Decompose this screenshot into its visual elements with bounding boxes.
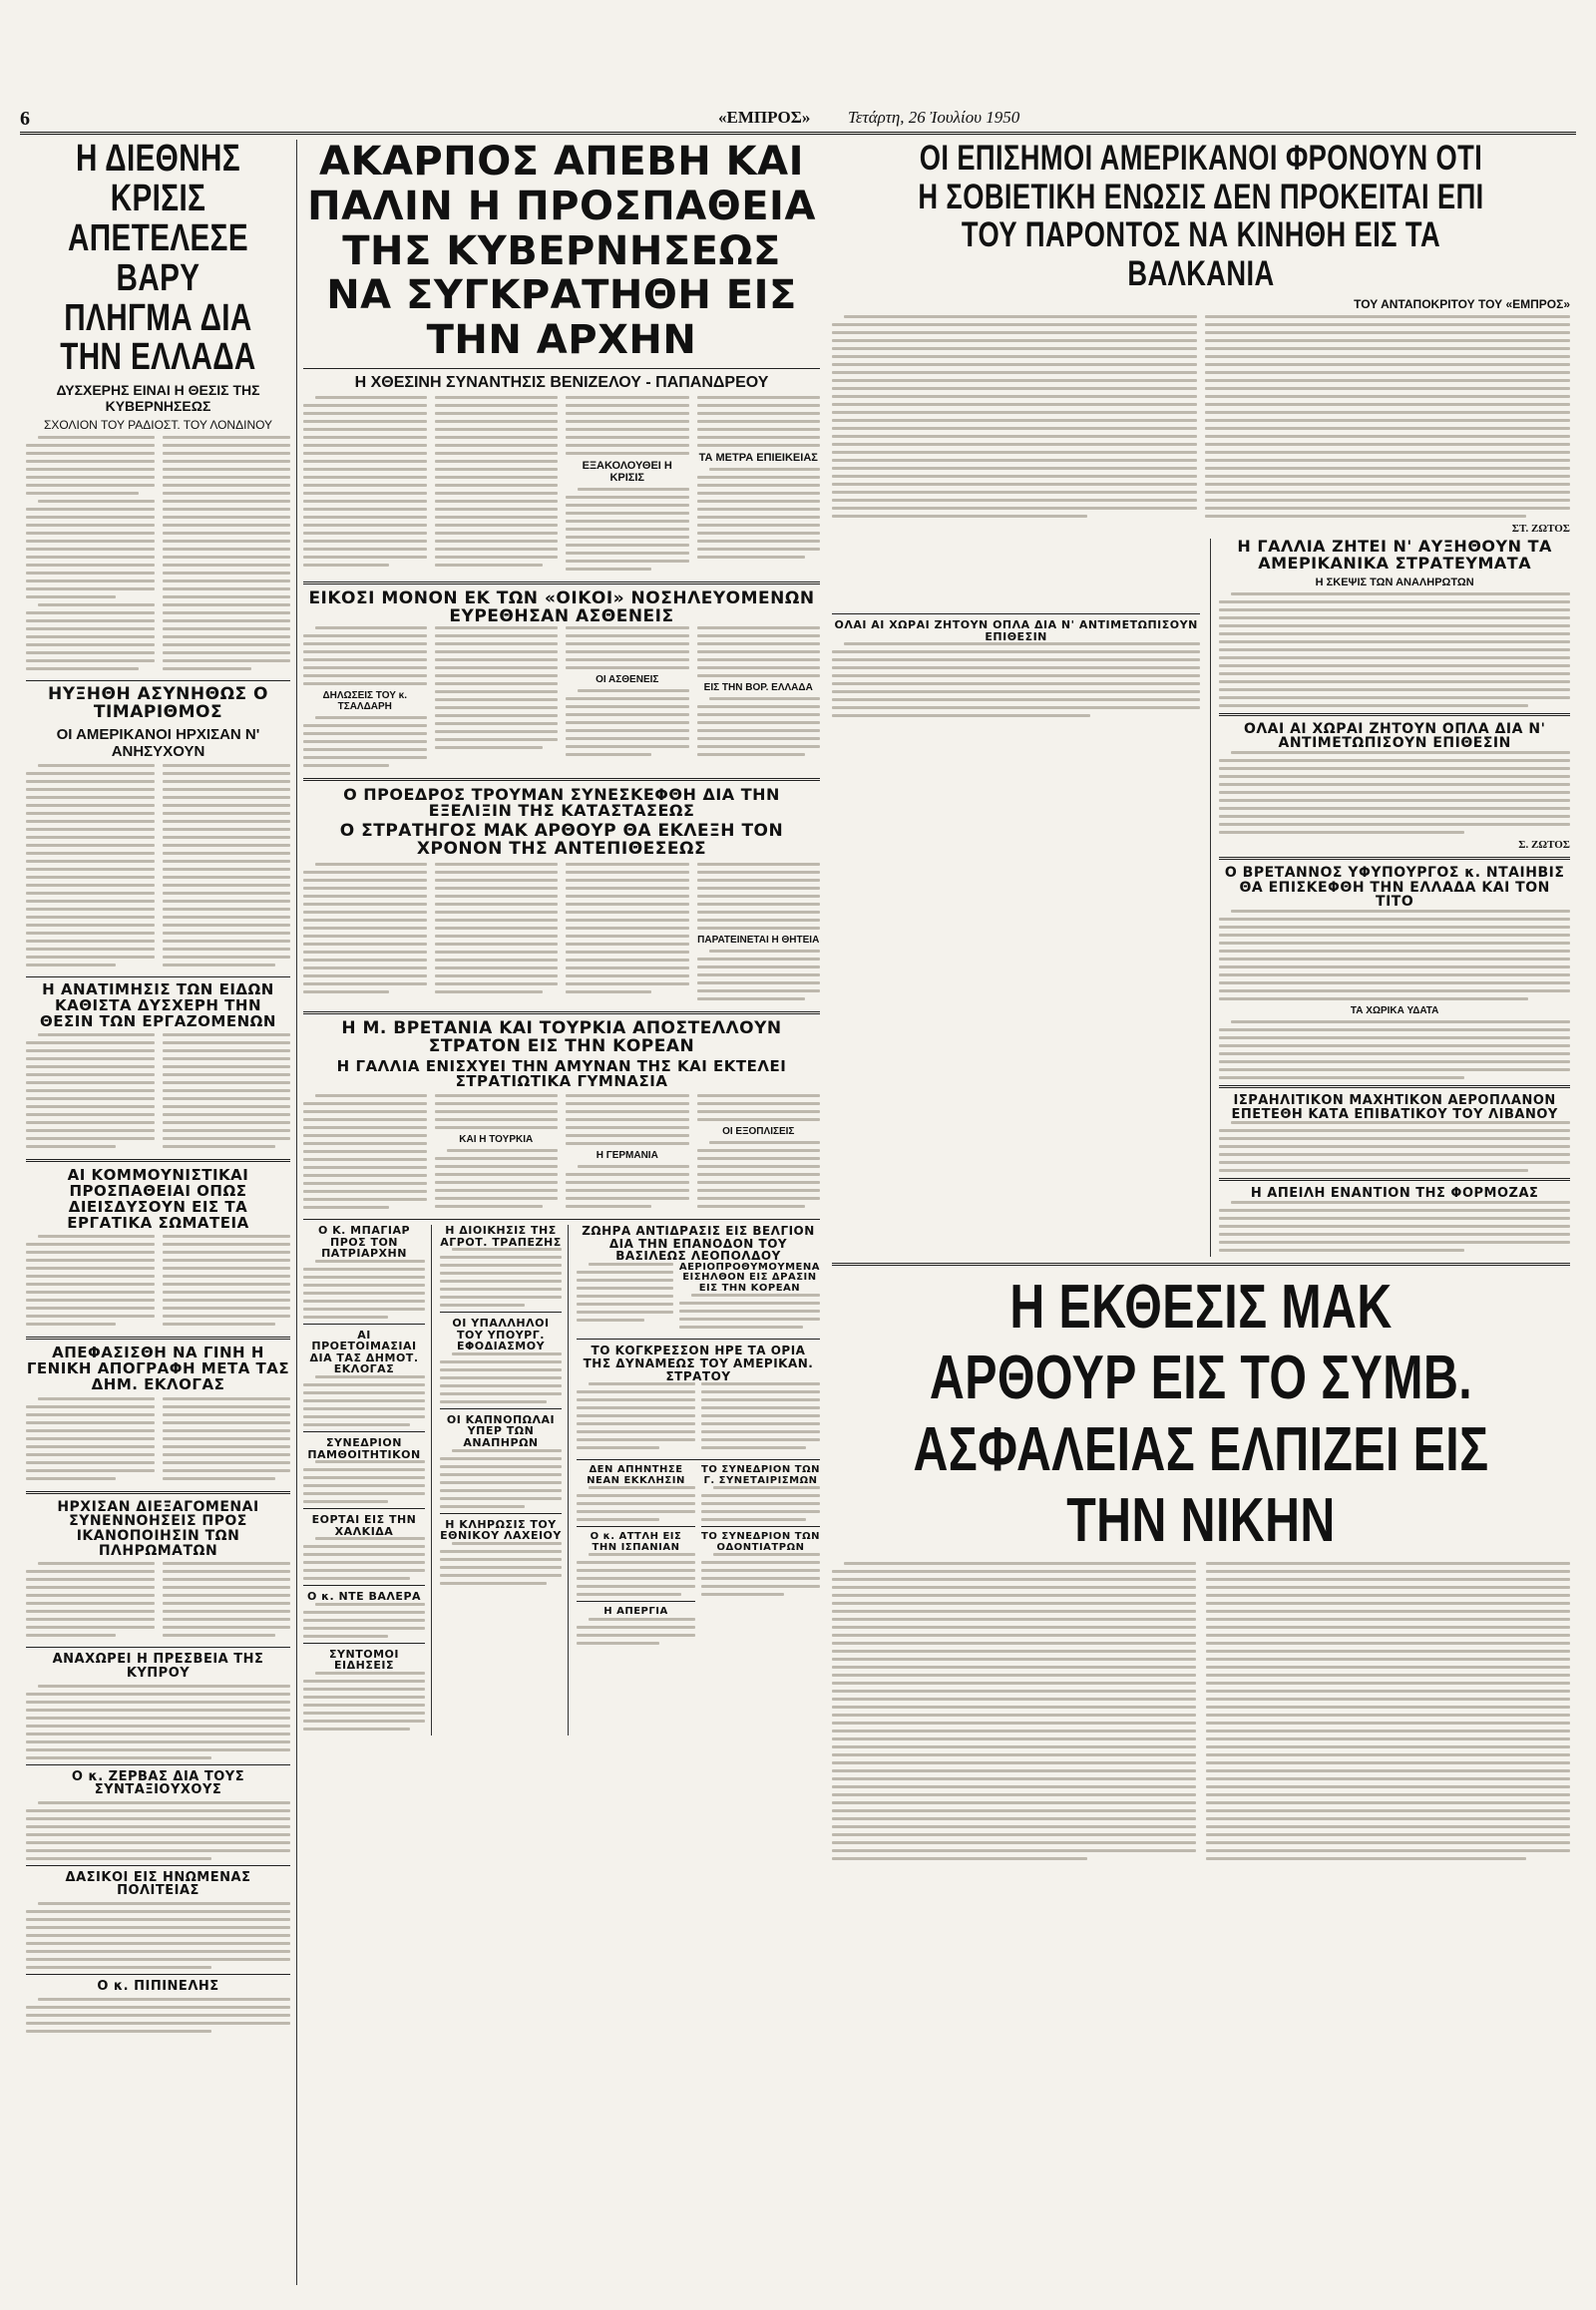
article-body [26, 764, 290, 971]
inline-thiteia: ΠΑΡΑΤΕΙΝΕΤΑΙ Η ΘΗΤΕΙΑ [697, 934, 820, 946]
column-left [20, 140, 297, 2285]
headline-olai-chorai-ext: ΟΛΑΙ ΑΙ ΧΩΡΑΙ ΖΗΤΟΥΝ ΟΠΛΑ ΔΙΑ Ν' ΑΝΤΙΜΕΤΩΠΙΣΟΥΝ ΕΠΙΘΕΣΙΝ [834, 618, 1198, 643]
column-center [297, 140, 826, 2285]
headline-sovietiki: ΟΙ ΕΠΙΣΗΜΟΙ ΑΜΕΡΙΚΑΝΟΙ ΦΡΟΝΟΥΝ ΟΤΙ Η ΣΟΒΙΕΤΙΚΗ ΕΝΩΣΙΣ ΔΕΝ ΠΡΟΚΕΙΤΑΙ ΕΠΙ ΤΟΥ ΠΑΡΟΝΤΟΣ ΝΑ ΚΙΝΗΘΗ ΕΙΣ ΤΑ ΒΑΛΚΑΝΙΑ [918, 140, 1484, 293]
headline-den-apantise: ΔΕΝ ΑΠΗΝΤΗΣΕ ΝΕΑΝ ΕΚΚΛΗΣΙΝ [587, 1464, 685, 1486]
masthead [20, 108, 1576, 135]
headline-bretannos: Ο ΒΡΕΤΑΝΝΟΣ ΥΦΥΠΟΥΡΓΟΣ κ. ΝΤΑΙΗΒΙΣ ΘΑ ΕΠΙΣΚΕΦΘΗ ΤΗΝ ΕΛΛΑΔΑ ΚΑΙ ΤΟΝ ΤΙΤΟ [1224, 864, 1565, 911]
subheadline-analirotoi: Η ΣΚΕΨΙΣ ΤΩΝ ΑΝΑΛΗΡΩΤΩΝ [1315, 576, 1474, 588]
article-body [303, 626, 820, 772]
inline-exakolouthei: ΕΞΑΚΟΛΟΥΘΕΙ Η ΚΡΙΣΙΣ [582, 459, 672, 484]
headline-synedrion: ΣΥΝΕΔΡΙΟΝ ΠΑΜΘΟΙΤΗΤΙΚΟΝ [307, 1435, 421, 1461]
article-body [303, 1094, 820, 1214]
headline-pipinelis: Ο κ. ΠΙΠΙΝΕΛΗΣ [97, 1979, 219, 1995]
column-right [826, 140, 1576, 2285]
headline-israilitikon: ΙΣΡΑΗΛΙΤΙΚΟΝ ΜΑΧΗΤΙΚΟΝ ΑΕΡΟΠΛΑΝΟΝ ΕΠΕΤΕΘΗ ΚΑΤΑ ΕΠΙΒΑΤΙΚΟΥ ΤΟΥ ΛΙΒΑΝΟΥ [1231, 1093, 1558, 1122]
article-body [303, 863, 820, 1005]
inline-tsaldaris: ΔΗΛΩΣΕΙΣ ΤΟΥ κ. ΤΣΑΛΔΑΡΗ [322, 689, 408, 712]
headline-dasikoi: ΔΑΣΙΚΟΙ ΕΙΣ ΗΝΩΜΕΝΑΣ ΠΟΛΙΤΕΙΑΣ [65, 1869, 251, 1899]
article-body [26, 1235, 290, 1331]
signature-zotos: ΣΤ. ΖΩΤΟΣ [1511, 523, 1570, 535]
headline-odontiatroi: ΤΟ ΣΥΝΕΔΡΙΟΝ ΤΩΝ ΟΔΟΝΤΙΑΤΡΩΝ [701, 1531, 820, 1553]
headline-syntomoi: ΣΥΝΤΟΜΟΙ ΕΙΔΗΣΕΙΣ [329, 1647, 399, 1673]
article-body [303, 396, 820, 576]
big-headline: ΑΚΑΡΠΟΣ ΑΠΕΒΗ ΚΑΙ ΠΑΛΙΝ Η ΠΡΟΣΠΑΘΕΙΑ ΤΗΣ ΚΥΒΕΡΝΗΣΕΩΣ ΝΑ ΣΥΓΚΡΑΤΗΘΗ ΕΙΣ ΤΗΝ ΑΡΧΗΝ [307, 140, 816, 364]
main-headline: Η ΔΙΕΘΝΗΣ ΚΡΙΣΙΣ ΑΠΕΤΕΛΕΣΕ ΒΑΡΥ ΠΛΗΓΜΑ ΔΙΑ ΤΗΝ ΕΛΛΑΔΑ [60, 140, 256, 379]
issue-date: Τετάρτη, 26 Ἰουλίου 1950 [848, 108, 1020, 127]
inline-germania: Η ΓΕΡΜΑΝΙΑ [596, 1150, 658, 1162]
page-number: 6 [20, 108, 30, 130]
headline-zervas: Ο κ. ΖΕΡΒΑΣ ΔΙΑ ΤΟΥΣ ΣΥΝΤΑΞΙΟΥΧΟΥΣ [71, 1768, 245, 1798]
headline-diaxirisis: Η ΔΙΟΙΚΗΣΙΣ ΤΗΣ ΑΓΡΟΤ. ΤΡΑΠΕΖΗΣ [440, 1224, 562, 1249]
paper-name: «ΕΜΠΡΟΣ» [718, 108, 811, 127]
signature-zotos-2: Σ. ΖΩΤΟΣ [1518, 838, 1570, 851]
inline-vor-ellada: ΕΙΣ ΤΗΝ ΒΟΡ. ΕΛΛΑΔΑ [703, 681, 813, 693]
headline-mpagiar: Ο Κ. ΜΠΑΓΙΑΡ ΠΡΟΣ ΤΟΝ ΠΑΤΡΙΑΡΧΗΝ [317, 1224, 411, 1261]
right-lower-grid [832, 539, 1570, 1257]
subheadline-makarthour: Ο ΣΤΡΑΤΗΓΟΣ ΜΑΚ ΑΡΘΟΥΡ ΘΑ ΕΚΛΕΞΗ ΤΟΝ ΧΡΟΝΟΝ ΤΗΣ ΑΝΤΕΠΙΘΕΣΕΩΣ [339, 821, 784, 860]
big-subheadline: Η ΧΘΕΣΙΝΗ ΣΥΝΑΝΤΗΣΙΣ ΒΕΝΙΖΕΛΟΥ - ΠΑΠΑΝΔΡΕΟΥ [354, 373, 769, 391]
inline-exoplismoi: ΟΙ ΕΞΟΠΛΙΣΕΙΣ [722, 1126, 795, 1138]
headline-aerio: ΑΕΡΙΟΠΡΟΘΥΜΟΥΜΕΝΑ ΕΙΣΗΛΘΟΝ ΕΙΣ ΔΡΑΣΙΝ ΕΙΣ ΤΗΝ ΚΟΡΕΑΝ [678, 1261, 820, 1294]
headline-bretania-tourkia: Η Μ. ΒΡΕΤΑΝΙΑ ΚΑΙ ΤΟΥΡΚΙΑ ΑΠΟΣΤΕΛΛΟΥΝ ΣΤΡΑΤΟΝ ΕΙΣ ΤΗΝ ΚΟΡΕΑΝ [341, 1017, 782, 1056]
article-body [26, 1397, 290, 1485]
headline-timarithmos: ΗΥΞΗΘΗ ΑΣΥΝΗΘΩΣ Ο ΤΙΜΑΡΙΘΜΟΣ [47, 684, 269, 723]
article-body [26, 1033, 290, 1153]
lower-center-block [303, 1225, 820, 1735]
headline-credit: ΤΟΥ ΑΝΤΑΠΟΚΡΙΤΟΥ ΤΟΥ «ΕΜΠΡΟΣ» [1354, 297, 1570, 311]
inline-metra: ΤΑ ΜΕΤΡΑ ΕΠΙΕΙΚΕΙΑΣ [698, 451, 818, 464]
headline-synetairismoi: ΤΟ ΣΥΝΕΔΡΙΟΝ ΤΩΝ Γ. ΣΥΝΕΤΑΙΡΙΣΜΩΝ [701, 1464, 820, 1486]
headline-olai-chorai: ΟΛΑΙ ΑΙ ΧΩΡΑΙ ΖΗΤΟΥΝ ΟΠΛΑ ΔΙΑ Ν' ΑΝΤΙΜΕΤΩΠΙΣΟΥΝ ΕΠΙΘΕΣΙΝ [1243, 720, 1546, 752]
headline-apografi: ΑΠΕΦΑΣΙΣΘΗ ΝΑ ΓΙΝΗ Η ΓΕΝΙΚΗ ΑΠΟΓΡΑΦΗ ΜΕΤΑ ΤΑΣ ΔΗΜ. ΕΚΛΟΓΑΣ [26, 1344, 290, 1393]
headline-ekthesis: Η ΕΚΘΕΣΙΣ ΜΑΚ ΑΡΘΟΥΡ ΕΙΣ ΤΟ ΣΥΜΒ. ΑΣΦΑΛΕΙΑΣ ΕΛΠΙΖΕΙ ΕΙΣ ΤΗΝ ΝΙΚΗΝ [913, 1272, 1489, 1555]
headline-kapnopolai: ΟΙ ΚΑΠΝΟΠΩΛΑΙ ΥΠΕΡ ΤΩΝ ΑΝΑΠΗΡΩΝ [446, 1412, 556, 1449]
inline-tourkia: ΚΑΙ Η ΤΟΥΡΚΙΑ [459, 1134, 534, 1146]
headline-klirosis: Η ΚΛΗΡΩΣΙΣ ΤΟΥ ΕΘΝΙΚΟΥ ΛΑΧΕΙΟΥ [440, 1517, 562, 1543]
headline-eikosi: ΕΙΚΟΣΙ ΜΟΝΟΝ ΕΚ ΤΩΝ «ΟΙΚΟΙ» ΝΟΣΗΛΕΥΟΜΕΝΩΝ ΕΥΡΕΘΗΣΑΝ ΑΣΘΕΝΕΙΣ [308, 587, 815, 626]
headline-synennoiseis: ΗΡΧΙΣΑΝ ΔΙΕΞΑΓΟΜΕΝΑΙ ΣΥΝΕΝΝΟΗΣΕΙΣ ΠΡΟΣ ΙΚΑΝΟΠΟΙΗΣΙΝ ΤΩΝ ΠΛΗΡΩΜΑΤΩΝ [57, 1498, 259, 1559]
article-body [26, 436, 290, 675]
headline-ypalliloi: ΟΙ ΥΠΑΛΛΗΛΟΙ ΤΟΥ ΥΠΟΥΡΓ. ΕΦΟΔΙΑΣΜΟΥ [452, 1317, 550, 1353]
headline-proetoimasiai: ΑΙ ΠΡΟΕΤΟΙΜΑΣΙΑΙ ΔΙΑ ΤΑΣ ΔΗΜΟΤ. ΕΚΛΟΓΑΣ [309, 1328, 419, 1376]
headline-gallia-zitei: Η ΓΑΛΛΙΑ ΖΗΤΕΙ Ν' ΑΥΞΗΘΟΥΝ ΤΑ ΑΜΕΡΙΚΑΝΙΚΑ ΣΤΡΑΤΕΥΜΑΤΑ [1237, 537, 1552, 573]
inline-chorika-ydata: ΤΑ ΧΩΡΙΚΑ ΥΔΑΤΑ [1350, 1005, 1439, 1017]
main-credit: ΣΧΟΛΙΟΝ ΤΟΥ ΡΑΔΙΟΣΤ. ΤΟΥ ΛΟΝΔΙΝΟΥ [43, 418, 273, 433]
headline-formoza: Η ΑΠΕΙΛΗ ΕΝΑΝΤΙΟΝ ΤΗΣ ΦΟΡΜΟΖΑΣ [1250, 1186, 1539, 1202]
subheadline-amerikanoi: ΟΙ ΑΜΕΡΙΚΑΝΟΙ ΗΡΧΙΣΑΝ Ν' ΑΝΗΣΥΧΟΥΝ [56, 726, 260, 761]
article-body [832, 315, 1570, 535]
headline-kypros: ΑΝΑΧΩΡΕΙ Η ΠΡΕΣΒΕΙΑ ΤΗΣ ΚΥΠΡΟΥ [52, 1652, 264, 1681]
headline-attli: Ο κ. ΑΤΤΛΗ ΕΙΣ ΤΗΝ ΙΣΠΑΝΙΑΝ [590, 1531, 682, 1553]
main-subheadline: ΔΥΣΧΕΡΗΣ ΕΙΝΑΙ Η ΘΕΣΙΣ ΤΗΣ ΚΥΒΕΡΝΗΣΕΩΣ [56, 382, 260, 415]
headline-eortai: ΕΟΡΤΑΙ ΕΙΣ ΤΗΝ ΧΑΛΚΙΔΑ [311, 1513, 417, 1538]
headline-kogkresson: ΤΟ ΚΟΓΚΡΕΣΣΟΝ ΗΡΕ ΤΑ ΟΡΙΑ ΤΗΣ ΔΥΝΑΜΕΩΣ ΤΟΥ ΑΜΕΡΙΚΑΝ. ΣΤΡΑΤΟΥ [583, 1344, 814, 1383]
subheadline-gallia: Η ΓΑΛΛΙΑ ΕΝΙΣΧΥΕΙ ΤΗΝ ΑΜΥΝΑΝ ΤΗΣ ΚΑΙ ΕΚΤΕΛΕΙ ΣΤΡΑΤΙΩΤΙΚΑ ΓΥΜΝΑΣΙΑ [336, 1056, 787, 1091]
article-body [832, 1562, 1570, 1865]
headline-kommounistikai: ΑΙ ΚΟΜΜΟΥΝΙΣΤΙΚΑΙ ΠΡΟΣΠΑΘΕΙΑΙ ΟΠΩΣ ΔΙΕΙΣΔΥΣΟΥΝ ΕΙΣ ΤΑ ΕΡΓΑΤΙΚΑ ΣΩΜΑΤΕΙΑ [67, 1166, 249, 1232]
article-body [26, 1562, 290, 1642]
headline-zoira: ΖΩΗΡΑ ΑΝΤΙΔΡΑΣΙΣ ΕΙΣ ΒΕΛΓΙΟΝ ΔΙΑ ΤΗΝ ΕΠΑΝΟΔΟΝ ΤΟΥ ΒΑΣΙΛΕΩΣ ΛΕΟΠΟΛΔΟΥ [582, 1224, 815, 1264]
headline-truman: Ο ΠΡΟΕΔΡΟΣ ΤΡΟΥΜΑΝ ΣΥΝΕΣΚΕΦΘΗ ΔΙΑ ΤΗΝ ΕΞΕΛΙΞΙΝ ΤΗΣ ΚΑΤΑΣΤΑΣΕΩΣ [343, 784, 780, 821]
headline-anatimisis: Η ΑΝΑΤΙΜΗΣΙΣ ΤΩΝ ΕΙΔΩΝ ΚΑΘΙΣΤΑ ΔΥΣΧΕΡΗ ΤΗΝ ΘΕΣΙΝ ΤΩΝ ΕΡΓΑΖΟΜΕΝΩΝ [40, 980, 276, 1030]
headline-apergia: Η ΑΠΕΡΓΙΑ [603, 1606, 668, 1618]
headline-valera: Ο κ. ΝΤΕ ΒΑΛΕΡΑ [306, 1590, 422, 1604]
inline-astheneis: ΟΙ ΑΣΘΕΝΕΙΣ [596, 673, 659, 685]
